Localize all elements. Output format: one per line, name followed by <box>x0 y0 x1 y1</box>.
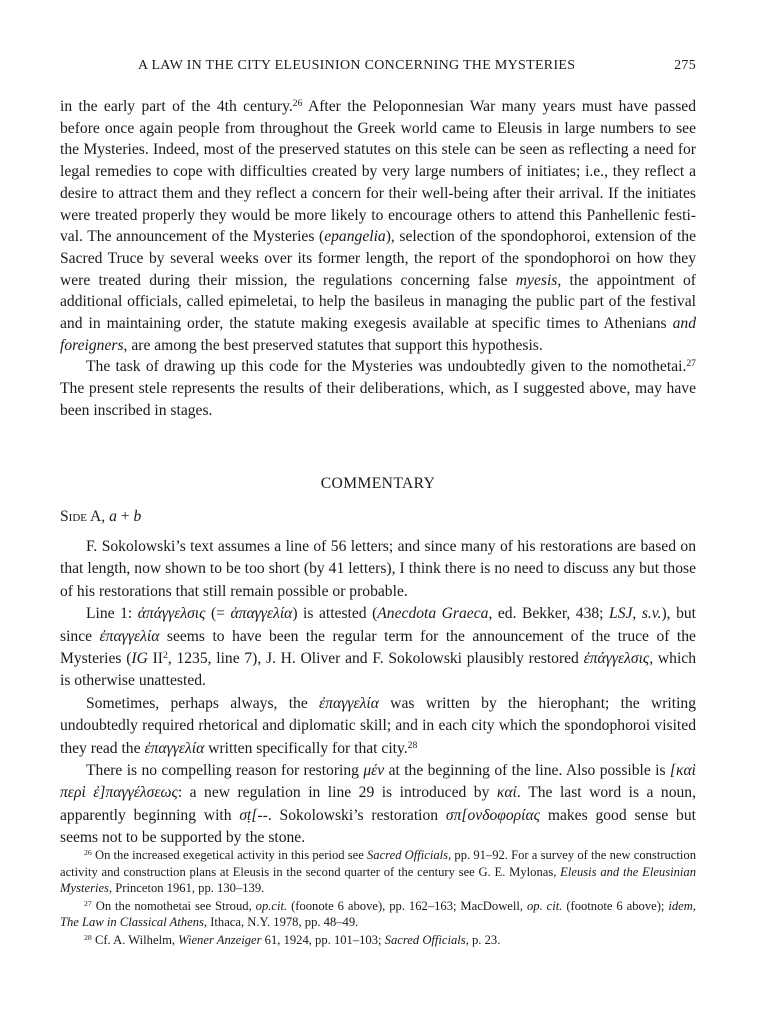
text-run: Line 1: <box>86 605 138 623</box>
text-run: ), selection of the spondophoroi, extension of the Sacred Truce by several weeks over its former length, the report of the spondophoroi on how they were treated during their mission, the regulations concerning false <box>60 228 696 289</box>
text-run: (footnote 6 above); <box>562 898 669 913</box>
text-run: at the beginning of the line. Also possible is <box>384 762 670 780</box>
italic-term: and foreigners <box>60 315 696 354</box>
italic-term: IG <box>131 650 148 668</box>
commentary-paragraph <box>60 603 696 693</box>
greek-term: ἐπαγγελία <box>144 739 205 757</box>
text-run: (foonote 6 above), pp. 162–163; MacDowell, <box>287 898 527 913</box>
italic-term: op. cit. <box>526 898 563 913</box>
footnote-number: 28 <box>84 932 92 942</box>
text-run: seems to have been the regular term for the announcement of the truce of the Mysteries ( <box>60 627 696 668</box>
text-run: Sometimes, perhaps always, the <box>86 694 320 712</box>
italic-term: b <box>133 508 142 525</box>
text-run: II <box>147 650 163 668</box>
italic-term: a <box>109 508 117 525</box>
greek-term: μέν <box>363 762 385 780</box>
page-number: 275 <box>674 58 696 73</box>
italic-term: Anecdota Graeca <box>377 605 489 623</box>
footnote-ref[interactable]: 26 <box>292 98 303 110</box>
italic-term: The Law in Classical Athens <box>60 915 204 929</box>
commentary-paragraph <box>60 693 696 760</box>
footnote-28 <box>60 932 696 949</box>
italic-term: Wiener Anzeiger <box>178 932 262 947</box>
italic-term: LSJ <box>609 605 633 623</box>
side-heading <box>60 508 141 526</box>
text-run: , Ithaca, N.Y. 1978, pp. 48–49. <box>203 915 359 929</box>
text-run: , the appointment of additional officials, called epimeletai, to help the basileus in managing the public part of the festival and in maintaining order, the statute making exegesis available at specific times to Athenians <box>60 271 696 333</box>
text-run: written specifically for that city. <box>204 739 408 757</box>
italic-term: idem <box>668 898 693 913</box>
text-run: ), but since <box>60 605 696 645</box>
commentary-paragraph: F. Sokolowski’s text assumes a line of 56 letters; and since many of his restorations are based on that length, now shown to be too short (by 41 letters), I think there is no need to discuss any but those of his restorations that still remain possible or probable. <box>60 538 696 600</box>
superscript: 2 <box>163 650 168 662</box>
greek-term: ἀπάγγελσις <box>137 605 206 623</box>
text-run: , Princeton 1961, pp. 130–139. <box>108 881 265 895</box>
text-run: , which is otherwise unattested. <box>60 650 696 690</box>
text-run: , ed. Bekker, 438; <box>488 605 610 623</box>
greek-term: ἐπαγγελία <box>99 627 160 645</box>
text-run: The present stele represents the results of their deliberations, which, as I suggested above, may have been inscribed in stages. <box>60 380 696 419</box>
text-run: A, <box>87 508 110 525</box>
footnote-27 <box>60 898 696 931</box>
italic-term: op.cit. <box>255 898 288 913</box>
footnote-ref[interactable]: 28 <box>407 739 418 751</box>
text-run: , <box>632 605 642 623</box>
text-run: After the Peloponnesian War many years must have passed before once again people from throughout the Greek world came to Eleusis in large numbers to see the Mysteries. Indeed, most of the preserved statutes on this stele can be seen as reflecting a need for legal remedies to cope with difficulties created by very large numbers of initiates; i.e., they reflect a desire to attract them and they reflect a concern for their well-being after their arrival. If the initiates were treated properly they would be more likely to encourage others to attend this Panhellenic festival. The announcement of the Mysteries ( <box>60 98 696 246</box>
body-paragraph <box>60 356 696 421</box>
body-paragraph <box>60 96 696 356</box>
text-run: On the nomothetai see Stroud, <box>91 898 256 913</box>
footnote-number: 27 <box>84 898 92 908</box>
text-run: , p. 23. <box>465 932 501 947</box>
text-run: was written by the hierophant; the writing undoubtedly required rhetorical and diplomatic skill; and in each city which the spondophoroi visited they read the <box>60 694 696 757</box>
text-run: There is no compelling reason for restoring <box>86 762 364 780</box>
footnote-number: 26 <box>84 848 92 858</box>
text-run: (= <box>205 605 231 623</box>
greek-term: σṭ[-- <box>239 806 268 824</box>
text-run: + <box>116 508 134 525</box>
italic-term: Sacred Officials <box>367 848 449 862</box>
text-run: , are among the best preserved statutes that support this hypothesis. <box>123 336 543 354</box>
text-run: makes good sense but seems not to be supported by the stone. <box>60 806 696 847</box>
greek-term: ἐπαγγελία <box>319 694 379 712</box>
footnote-26 <box>60 847 696 897</box>
greek-term: ἀπαγγελία <box>230 605 293 623</box>
text-run: Side <box>60 508 87 525</box>
text-run: 61, 1924, pp. 101–103; <box>261 932 385 947</box>
text-run: . The last word is a noun, apparently beginning with <box>60 784 696 824</box>
text-run: The task of drawing up this code for the Mysteries was undoubtedly given to the nomothetai. <box>86 358 687 376</box>
text-run: Cf. A. Wilhelm, <box>91 932 179 947</box>
text-run: . Sokolowski’s restoration <box>267 806 446 824</box>
italic-term: Eleusis and the Eleusinian Mysteries <box>60 864 696 895</box>
footnotes <box>60 847 696 949</box>
commentary-paragraph <box>60 760 696 850</box>
greek-term: καί <box>496 784 517 802</box>
running-title: A LAW IN THE CITY ELEUSINION CONCERNING THE MYSTERIES <box>138 58 576 73</box>
italic-term: s.v. <box>641 605 662 623</box>
section-title: COMMENTARY <box>320 475 436 492</box>
body-text <box>60 96 696 422</box>
greek-term: ἐπάγγελσις <box>583 650 650 668</box>
commentary-text <box>60 536 696 850</box>
text-run: On the increased exegetical activity in this period see <box>91 848 367 862</box>
text-run: , <box>692 898 696 913</box>
greek-term: [καὶ περὶ ἐ]παγγέλσεως <box>60 762 696 802</box>
text-run: , 1235, line 7), J. H. Oliver and F. Sokolowski plausibly restored <box>167 650 584 668</box>
italic-term: epangelia <box>324 228 386 246</box>
italic-term: myesis <box>515 271 558 289</box>
text-run: , pp. 91–92. For a survey of the new construction activity and construction plans at Eleusis in the second quarter of the century see G. E. Mylonas, <box>60 848 696 879</box>
text-run: ) is attested ( <box>292 605 378 623</box>
text-run: : a new regulation in line 29 is introduced by <box>177 784 497 802</box>
text-run: in the early part of the 4th century. <box>60 98 293 115</box>
italic-term: Sacred Officials <box>384 932 466 947</box>
greek-term: σπ[ονδοφορίας <box>445 806 540 824</box>
footnote-ref[interactable]: 27 <box>686 358 696 370</box>
